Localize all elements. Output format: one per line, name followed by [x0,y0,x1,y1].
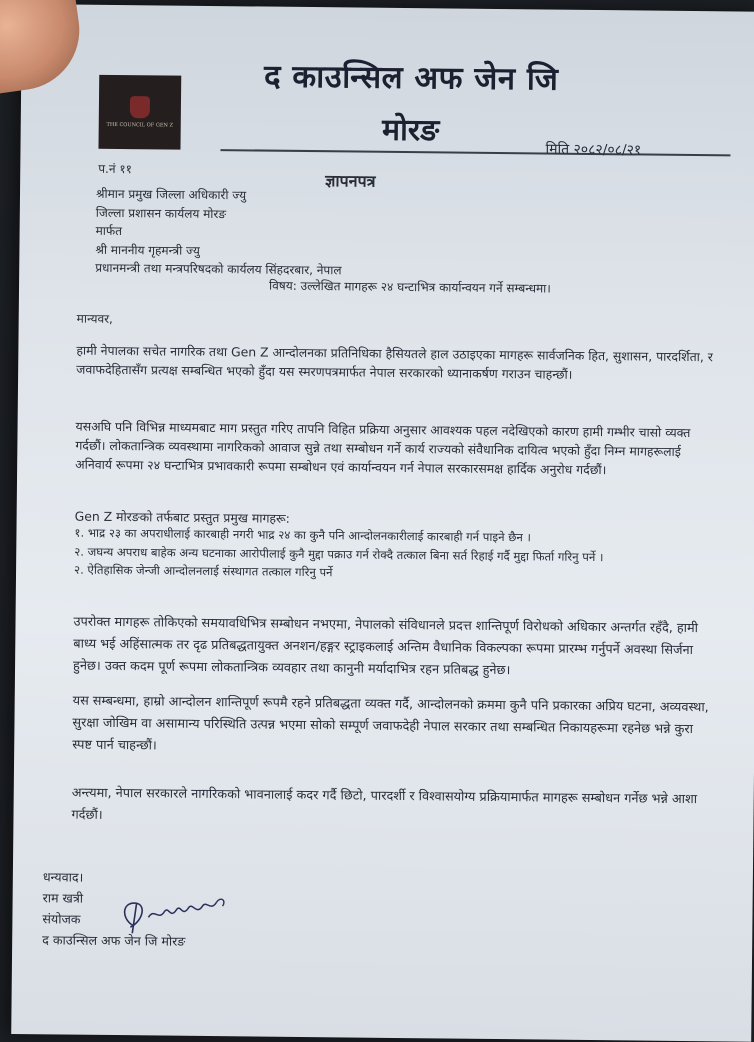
paragraph-warning: उपरोक्त मागहरू तोकिएको समयावधिभित्र सम्बोधन नभएमा, नेपालको संविधानले प्रदत्त शान्तिपूर्ण विरोधको अधिकार अन्तर्गत रहँदै, हामी बाध्य भई अहिंसात्मक तर दृढ प्रतिबद्धतायुक्त अनशन/हङ्गर स्ट्राइकलाई अन्तिम वैधानिक विकल्पका रूपमा प्रारम्भ गर्नुपर्ने अवस्था सिर्जना हुनेछ। उक्त कदम पूर्ण रूपमा लोकतान्त्रिक व्यवहार तथा कानुनी मर्यादाभित्र रहन प्रतिबद्ध हुनेछ। [72,614,699,679]
signatory-role: संयोजक [42,911,81,927]
org-title: द काउन्सिल अफ जेन जि [263,58,559,98]
org-location: मोरङ [381,112,440,149]
address-line: श्रीमान प्रमुख जिल्ला अधिकारी ज्यु [95,186,247,203]
recipient-address [95,185,342,280]
memorandum-paper [11,4,754,1042]
logo-text: THE COUNCIL OF GEN Z [106,121,173,129]
fist-logo-icon [130,96,150,118]
demand-item: २. ऐतिहासिक जेन्जी आन्दोलनलाई संस्थागत तत्काल गरिनु पर्ने [74,562,333,580]
address-line: श्री माननीय गृहमन्त्री ज्यु [95,242,200,258]
salutation: मान्यवर, [76,311,113,326]
address-line: मार्फत [95,223,123,239]
demands-list [74,524,725,586]
paragraph-intro: हामी नेपालका सचेत नागरिक तथा Gen Z आन्दोलनका प्रतिनिधिका हैसियतले हाल उठाइएका मागहरू सार्वजनिक हित, सुशासन, पारदर्शिता, र जवाफदेहितासँग प्रत्यक्ष सम्बन्धित भएको हुँदा यस स्मरणपत्रमार्फत नेपाल सरकारको ध्यानाकर्षण गराउन चाहन्छौं। [76,342,713,382]
demands-title: Gen Z मोरङको तर्फबाट प्रस्तुत प्रमुख मागहरू: [74,508,290,526]
reference-number: प.नं ११ [98,161,132,177]
thanks-text: धन्यवाद। [42,869,84,885]
header-divider [220,149,730,156]
document-date: मिति २०८२/०८/२१ [545,141,642,159]
paragraph-conclusion: अन्त्यमा, नेपाल सरकारले नागरिकको भावनालाई कदर गर्दै छिटो, पारदर्शी र विश्वासयोग्य प्रक्रियामार्फत मागहरू सम्बोधन गर्नेछ भन्ने आशा गर्दछौं। [71,785,698,823]
demand-item: १. भाद्र २३ का अपराधीलाई कारबाही नगरी भाद्र २४ का कुनै पनि आन्दोलनकारीलाई कारबाही गर्न पाइने छैन । [74,525,531,545]
paragraph-responsibility: यस सम्बन्धमा, हाम्रो आन्दोलन शान्तिपूर्ण रूपमै रहने प्रतिबद्धता व्यक्त गर्दै, आन्दोलनको क्रममा कुनै पनि प्रकारका अप्रिय घटना, अव्यवस्था, सुरक्षा जोखिम वा असामान्य परिस्थिति उत्पन्न भएमा सोको सम्पूर्ण जवाफदेही नेपाल सरकार तथा सम्बन्धित निकायहरूमा रहनेछ भन्ने कुरा स्पष्ट पार्न चाहन्छौं। [72,693,709,754]
signatory-org: द काउन्सिल अफ जेन जि मोरङ [42,932,186,949]
address-line: प्रधानमन्त्री तथा मन्त्रपरिषदको कार्यलय सिंहदरबार, नेपाल [95,260,342,278]
demand-item: २. जघन्य अपराध बाहेक अन्य घटनाका आरोपीलाई कुनै मुद्दा पक्राउ गर्न रोक्दै तत्काल बिना सर्त रिहाई गर्दै मुद्दा फिर्ता गरिनु पर्ने । [74,544,604,564]
address-line: जिल्ला प्रशासन कार्यलय मोरङ [95,205,227,221]
paragraph-request: यसअघि पनि विभिन्न माध्यमबाट माग प्रस्तुत गरिए तापनि विहित प्रक्रिया अनुसार आवश्यक पहल नदेखिएको कारण हामी गम्भीर चासो व्यक्त गर्दछौं। लोकतान्त्रिक व्यवस्थामा नागरिकको आवाज सुन्ने तथा सम्बोधन गर्ने कार्य राज्यको संवैधानिक दायित्व भएको हुँदा निम्न मागहरूलाई अनिवार्य रूपमा २४ घन्टाभित्र प्रभावकारी रूपमा सम्बोधन एवं कार्यान्वयन गर्न नेपाल सरकारसमक्ष हार्दिक अनुरोध गर्दछौं। [75,418,691,478]
subject-line: विषय: उल्लेखित मागहरू २४ घन्टाभित्र कार्यान्वयन गर्ने सम्बन्धमा। [268,278,551,296]
handwritten-signature [110,887,241,940]
council-logo [98,75,181,150]
document-type: ज्ञापनपत्र [325,171,376,191]
signatory-name: राम खत्री [42,890,84,906]
